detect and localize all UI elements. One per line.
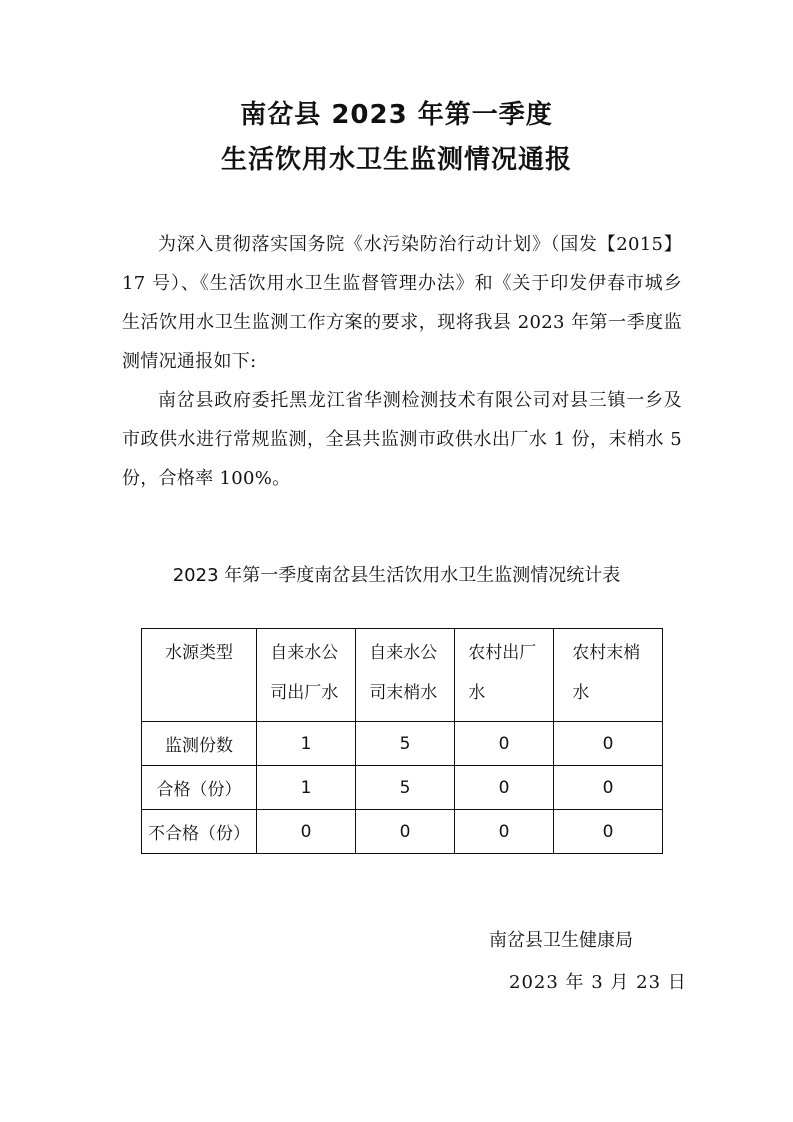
header-label: 农村出厂水	[468, 643, 537, 703]
table-cell: 0	[455, 766, 554, 810]
table-row	[142, 766, 663, 810]
document-title-line-1: 南岔县 2023 年第一季度	[240, 100, 553, 130]
table-cell: 0	[356, 810, 455, 854]
header-cell-tap-end	[356, 629, 455, 722]
header-label: 水源类型	[165, 643, 233, 663]
table-cell: 0	[257, 810, 356, 854]
issue-date: 2023 年 3 月 23 日	[509, 972, 687, 993]
body-paragraph-1: 为深入贯彻落实国务院《水污染防治行动计划》（国发【2015】17 号）、《生活饮用水卫生监督管理办法》和《关于印发伊春市城乡生活饮用水卫生监测工作方案的要求，现将我县 2023 年第一季度监测情况通报如下:	[122, 234, 682, 372]
table-cell: 0	[455, 722, 554, 766]
header-cell-rural-end	[554, 629, 663, 722]
table-cell: 0	[554, 766, 663, 810]
table-cell: 5	[356, 766, 455, 810]
header-label: 自来水公司末梢水	[369, 643, 438, 703]
table-cell: 1	[257, 766, 356, 810]
issuer-signature: 南岔县卫生健康局	[489, 930, 633, 951]
header-cell-rural-plant	[455, 629, 554, 722]
table-cell: 1	[257, 722, 356, 766]
row-label: 监测份数	[142, 722, 257, 766]
table-cell: 0	[455, 810, 554, 854]
header-label: 自来水公司出厂水	[270, 643, 339, 703]
table-cell: 0	[554, 810, 663, 854]
monitoring-statistics-table	[141, 628, 663, 854]
document-title-line-2: 生活饮用水卫生监测情况通报	[220, 145, 572, 175]
row-label: 合格（份）	[142, 766, 257, 810]
table-cell: 5	[356, 722, 455, 766]
table-row	[142, 722, 663, 766]
table-row	[142, 810, 663, 854]
table-header-row	[142, 629, 663, 722]
header-cell-tap-plant	[257, 629, 356, 722]
body-paragraph-2: 南岔县政府委托黑龙江省华测检测技术有限公司对县三镇一乡及市政供水进行常规监测，全县共监测市政供水出厂水 1 份，末梢水 5 份，合格率 100%。	[122, 390, 682, 489]
header-label: 农村末梢水	[572, 643, 641, 703]
table-cell: 0	[554, 722, 663, 766]
table-caption: 2023 年第一季度南岔县生活饮用水卫生监测情况统计表	[172, 565, 621, 586]
row-label: 不合格（份）	[142, 810, 257, 854]
header-cell-source-type	[142, 629, 257, 722]
